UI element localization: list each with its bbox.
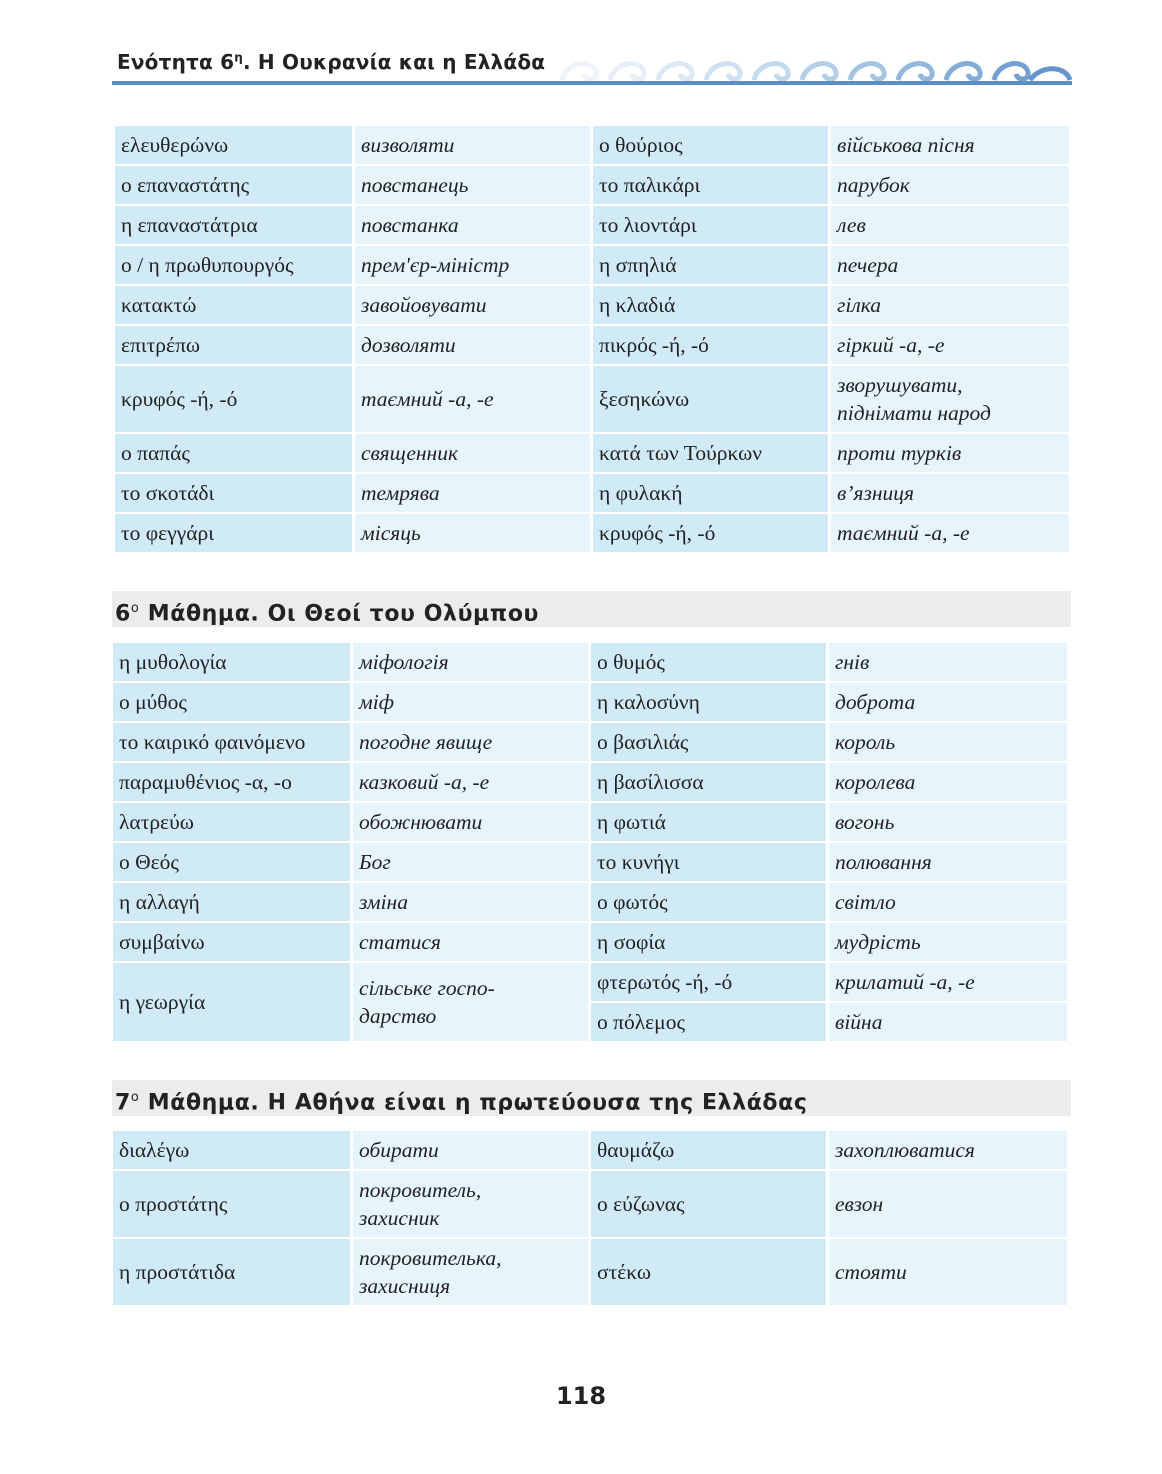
ukrainian-word: казковий -а, -е <box>353 763 588 801</box>
ukrainian-word: парубок <box>831 166 1069 204</box>
greek-word: το καιρικό φαινόμενο <box>113 723 350 761</box>
greek-word: η κλαδιά <box>593 286 828 324</box>
ukrainian-word: Бог <box>353 843 588 881</box>
table-row <box>115 326 1069 364</box>
greek-word: ο προστάτης <box>113 1171 350 1237</box>
greek-word: το κυνήγι <box>591 843 826 881</box>
greek-word: ο μύθος <box>113 683 350 721</box>
ukrainian-word: таємний -а, -е <box>355 366 590 432</box>
ukrainian-word: доброта <box>829 683 1067 721</box>
table-row <box>115 286 1069 324</box>
ukrainian-word: король <box>829 723 1067 761</box>
ukrainian-word: крилатий -а, -е <box>829 963 1067 1001</box>
ukrainian-word: війна <box>829 1003 1067 1041</box>
greek-word: η φωτιά <box>591 803 826 841</box>
ukrainian-word: мудрість <box>829 923 1067 961</box>
greek-word: συμβαίνω <box>113 923 350 961</box>
ukrainian-word: прем'єр-міністр <box>355 246 590 284</box>
ukrainian-word: зворушувати, піднімати народ <box>831 366 1069 432</box>
ukrainian-word: обожнювати <box>353 803 588 841</box>
ukrainian-word: таємний -а, -е <box>831 514 1069 552</box>
table-row <box>115 246 1069 284</box>
greek-word: η προστάτιδα <box>113 1239 350 1305</box>
ukrainian-word: міф <box>353 683 588 721</box>
greek-word: στέκω <box>591 1239 826 1305</box>
ukrainian-word: дозволяти <box>355 326 590 364</box>
greek-word: ο επαναστάτης <box>115 166 352 204</box>
ukrainian-word: вогонь <box>829 803 1067 841</box>
greek-word: ο Θεός <box>113 843 350 881</box>
wave-ornament-icon <box>552 44 1072 84</box>
greek-word: η αλλαγή <box>113 883 350 921</box>
ukrainian-word: гнів <box>829 643 1067 681</box>
greek-word: πικρός -ή, -ό <box>593 326 828 364</box>
vocab-table-lesson-6 <box>110 641 1070 1043</box>
ukrainian-word: покровителька, захисниця <box>353 1239 588 1305</box>
ukrainian-word: повстанець <box>355 166 590 204</box>
lesson-7-heading: $7^o$ Μάθημα. Η Αθήνα είναι η πρωτεύουσα της Ελλάδας <box>112 1080 1071 1116</box>
ukrainian-word: світло <box>829 883 1067 921</box>
greek-word: λατρεύω <box>113 803 350 841</box>
table-row <box>115 514 1069 552</box>
ukrainian-word: лев <box>831 206 1069 244</box>
greek-word: ο φωτός <box>591 883 826 921</box>
table-row <box>115 126 1069 164</box>
greek-word: η φυλακή <box>593 474 828 512</box>
ukrainian-word: місяць <box>355 514 590 552</box>
greek-word: διαλέγω <box>113 1131 350 1169</box>
table-row <box>113 683 1067 721</box>
ukrainian-word: обирати <box>353 1131 588 1169</box>
greek-word: κρυφός -ή, -ό <box>115 366 352 432</box>
greek-word: φτερωτός -ή, -ό <box>591 963 826 1001</box>
table-row <box>115 366 1069 432</box>
greek-word: ο παπάς <box>115 434 352 472</box>
ukrainian-word: гілка <box>831 286 1069 324</box>
ukrainian-word: стояти <box>829 1239 1067 1305</box>
greek-word: το φεγγάρι <box>115 514 352 552</box>
ukrainian-word: міфологія <box>353 643 588 681</box>
ukrainian-word: сільське госпо- дарство <box>353 963 588 1041</box>
ukrainian-word: темрява <box>355 474 590 512</box>
greek-word: κατά των Τούρκων <box>593 434 828 472</box>
greek-word: η σοφία <box>591 923 826 961</box>
greek-word: θαυμάζω <box>591 1131 826 1169</box>
greek-word: η σπηλιά <box>593 246 828 284</box>
ukrainian-word: погодне явище <box>353 723 588 761</box>
table-row <box>113 963 1067 1001</box>
greek-word: κατακτώ <box>115 286 352 324</box>
ukrainian-word: статися <box>353 923 588 961</box>
table-row <box>115 206 1069 244</box>
ukrainian-word: зміна <box>353 883 588 921</box>
ukrainian-word: королева <box>829 763 1067 801</box>
table-row <box>115 474 1069 512</box>
greek-word: η βασίλισσα <box>591 763 826 801</box>
ukrainian-word: військова пісня <box>831 126 1069 164</box>
table-row <box>113 723 1067 761</box>
greek-word: το παλικάρι <box>593 166 828 204</box>
ukrainian-word: гіркий -а, -е <box>831 326 1069 364</box>
ukrainian-word: покровитель, захисник <box>353 1171 588 1237</box>
ukrainian-word: печера <box>831 246 1069 284</box>
table-row <box>115 434 1069 472</box>
greek-word: ο πόλεμος <box>591 1003 826 1041</box>
ukrainian-word: захоплюватися <box>829 1131 1067 1169</box>
table-row <box>115 166 1069 204</box>
vocab-table-lesson-7 <box>110 1129 1070 1307</box>
table-row <box>113 843 1067 881</box>
vocab-table-unit <box>112 124 1072 554</box>
ukrainian-word: проти турків <box>831 434 1069 472</box>
greek-word: κρυφός -ή, -ό <box>593 514 828 552</box>
ukrainian-word: священник <box>355 434 590 472</box>
greek-word: ελευθερώνω <box>115 126 352 164</box>
greek-word: ο εύζωνας <box>591 1171 826 1237</box>
ukrainian-word: завойовувати <box>355 286 590 324</box>
greek-word: η γεωργία <box>113 963 350 1041</box>
table-row <box>113 643 1067 681</box>
ukrainian-word: полювання <box>829 843 1067 881</box>
greek-word: το σκοτάδι <box>115 474 352 512</box>
greek-word: η καλοσύνη <box>591 683 826 721</box>
lesson-6-heading: $6^o$ Μάθημα. Οι Θεοί του Ολύμπου <box>112 591 1071 627</box>
greek-word: ξεσηκώνω <box>593 366 828 432</box>
ukrainian-word: в’язниця <box>831 474 1069 512</box>
greek-word: η μυθολογία <box>113 643 350 681</box>
page-number: 118 <box>555 1382 607 1410</box>
table-row <box>113 803 1067 841</box>
greek-word: το λιοντάρι <box>593 206 828 244</box>
table-row <box>113 763 1067 801</box>
greek-word: ο / η πρωθυπουργός <box>115 246 352 284</box>
ukrainian-word: евзон <box>829 1171 1067 1237</box>
table-row <box>113 923 1067 961</box>
table-row <box>113 883 1067 921</box>
ukrainian-word: визволяти <box>355 126 590 164</box>
greek-word: η επαναστάτρια <box>115 206 352 244</box>
table-row <box>113 1239 1067 1305</box>
table-row <box>113 1131 1067 1169</box>
greek-word: παραμυθένιος -α, -ο <box>113 763 350 801</box>
ukrainian-word: повстанка <box>355 206 590 244</box>
greek-word: επιτρέπω <box>115 326 352 364</box>
greek-word: ο θούριος <box>593 126 828 164</box>
unit-title: Ενότητα $6^\eta$. Η Ουκρανία και η Ελλάδα <box>117 50 546 74</box>
header-rule <box>112 81 1072 85</box>
page-header <box>112 44 1072 88</box>
greek-word: ο θυμός <box>591 643 826 681</box>
greek-word: ο βασιλιάς <box>591 723 826 761</box>
table-row <box>113 1171 1067 1237</box>
